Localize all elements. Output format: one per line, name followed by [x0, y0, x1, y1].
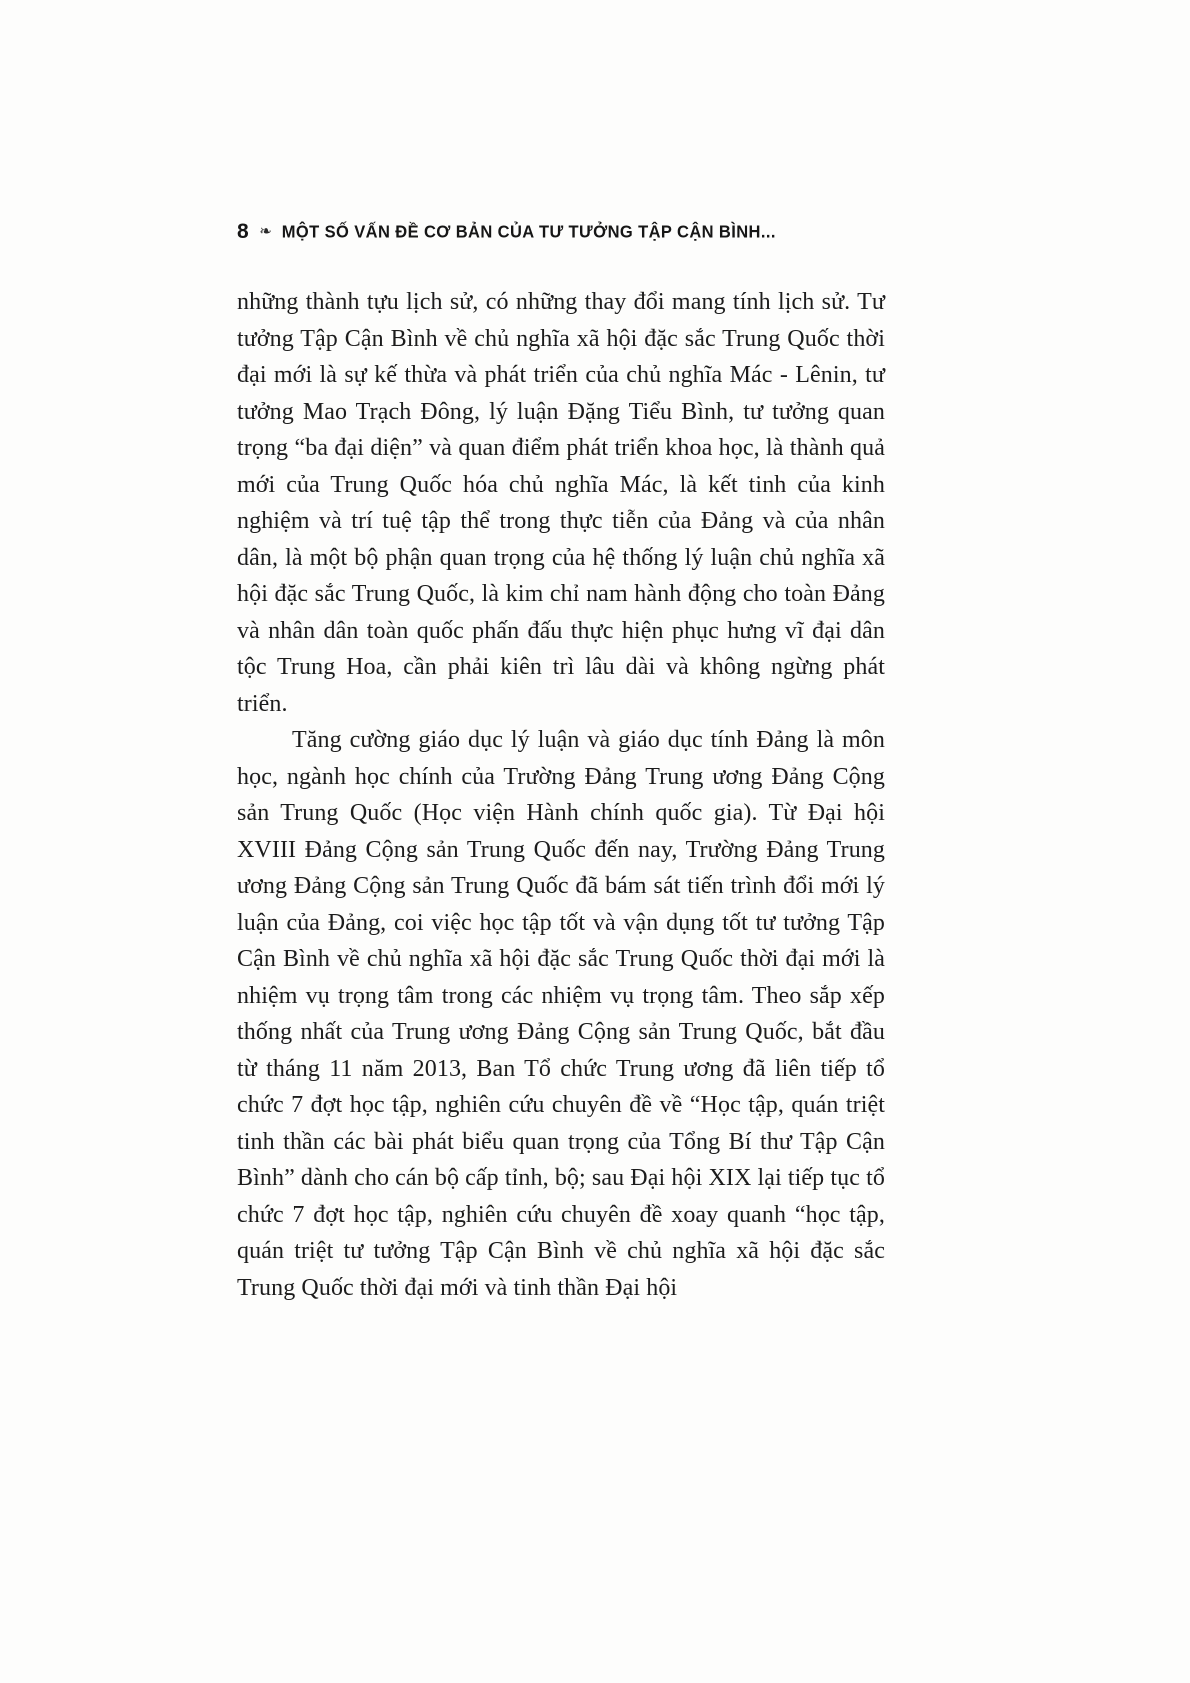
paragraph: Tăng cường giáo dục lý luận và giáo dục tính Đảng là môn học, ngành học chính của Trường Đảng Trung ương Đảng Cộng sản Trung Quốc (Học viện Hành chính quốc gia). Từ Đại hội XVIII Đảng Cộng sản Trung Quốc đến nay, Trường Đảng Trung ương Đảng Cộng sản Trung Quốc đã bám sát tiến trình đổi mới lý luận của Đảng, coi việc học tập tốt và vận dụng tốt tư tưởng Tập Cận Bình về chủ nghĩa xã hội đặc sắc Trung Quốc thời đại mới là nhiệm vụ trọng tâm trong các nhiệm vụ trọng tâm. Theo sắp xếp thống nhất của Trung ương Đảng Cộng sản Trung Quốc, bắt đầu từ tháng 11 năm 2013, Ban Tổ chức Trung ương đã liên tiếp tổ chức 7 đợt học tập, nghiên cứu chuyên đề về “Học tập, quán triệt tinh thần các bài phát biểu quan trọng của Tổng Bí thư Tập Cận Bình” dành cho cán bộ cấp tỉnh, bộ; sau Đại hội XIX lại tiếp tục tổ chức 7 đợt học tập, nghiên cứu chuyên đề xoay quanh “học tập, quán triệt tư tưởng Tập Cận Bình về chủ nghĩa xã hội đặc sắc Trung Quốc thời đại mới và tinh thần Đại hội: [237, 727, 885, 1301]
page-content: [237, 220, 885, 1306]
paragraph-continuation: những thành tựu lịch sử, có những thay đổi mang tính lịch sử. Tư tưởng Tập Cận Bình về chủ nghĩa xã hội đặc sắc Trung Quốc thời đại mới là sự kế thừa và phát triển của chủ nghĩa Mác - Lênin, tư tưởng Mao Trạch Đông, lý luận Đặng Tiểu Bình, tư tưởng quan trọng “ba đại diện” và quan điểm phát triển khoa học, là thành quả mới của Trung Quốc hóa chủ nghĩa Mác, là kết tinh của kinh nghiệm và trí tuệ tập thể trong thực tiễn của Đảng và của nhân dân, là một bộ phận quan trọng của hệ thống lý luận chủ nghĩa xã hội đặc sắc Trung Quốc, là kim chỉ nam hành động cho toàn Đảng và nhân dân toàn quốc phấn đấu thực hiện phục hưng vĩ đại dân tộc Trung Hoa, cần phải kiên trì lâu dài và không ngừng phát triển.: [237, 289, 885, 717]
page-number: 8: [237, 220, 250, 243]
running-title: MỘT SỐ VẤN ĐỀ CƠ BẢN CỦA TƯ TƯỞNG TẬP CẬN BÌNH...: [281, 222, 776, 242]
page-body: [237, 284, 885, 1306]
running-header: [237, 220, 885, 244]
fleuron-icon: ❧: [259, 223, 272, 240]
